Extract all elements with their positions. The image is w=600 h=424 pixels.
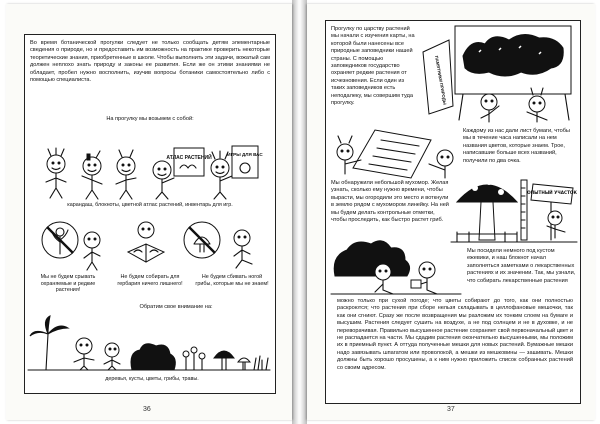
attention-caption: деревья, кусты, цветы, грибы, травы.	[105, 376, 199, 382]
kid-illustration	[547, 211, 565, 238]
drying-plants-paragraph: можно только при сухой погоде; что цветы собирают до того, как они полностью раскроются; что растения при сборе нельзя складывать в целлофановые мешочки, так как они сгниют. Сразу же после возвращения мы разложим их тонким слоем на бумаге и высушим. Растения следует сушить на воздухе, а не под солнцем и не в духовке, и не переворачивая. Правильно высушенное растение сохраняет свой первоначальный цвет и не распадается на части. Мы сдадим растения окончательно высушенными, мы положим их в приемный пункт. А оттуда полученные мешки для новых растений. Бумажные мешки надо завязывать шпагатом или проволокой, а мешки из мешковины — зашивать. Мешки должны быть хорошо просушены, а к ним нужно приложить список собранных растений со своим адресом.	[337, 298, 573, 371]
kid-illustration	[104, 343, 120, 370]
games-label: ИГРЫ ДЛЯ ВАС	[227, 152, 263, 157]
games-book-illustration	[227, 146, 263, 178]
flower-names-paragraph: Каждому из нас дали лист бумаги, чтобы мы в течение часа написали на нем названия цветов, которые знаем. Трое, написавшие больше всех названий, получили по два очка.	[463, 128, 570, 164]
map-paragraph: Прогулку по царству растений мы начали с изучения карты, на которой были нанесены все природные заповедники нашей страны. С помощью заповедников государство охраняет редкие растения от исчезновения. Если один из таких заповедников есть неподалеку, мы совершим туда прогулку.	[331, 26, 415, 107]
nature-monuments-sign-illustration	[423, 40, 453, 114]
kid-illustration	[74, 338, 94, 370]
rule-no-picking: Мы не будем срывать охраняемые и редкие растения!	[40, 274, 96, 294]
left-page	[6, 4, 292, 420]
kid-illustration	[411, 262, 437, 294]
flowers-illustration	[183, 347, 205, 370]
bush-illustration	[131, 344, 175, 370]
map-label: ПАМЯТНИКИ ПРИРОДЫ	[434, 55, 448, 106]
kid-illustration	[375, 264, 393, 294]
attention-heading: Обратим свое внимание на:	[139, 304, 213, 310]
kid-illustration	[84, 232, 100, 270]
rules-illustration	[34, 216, 270, 270]
walk-heading: На прогулку мы возьмем с собой:	[106, 116, 194, 122]
atlas-label: АТЛАС РАСТЕНИЙ	[166, 155, 212, 161]
ruler-illustration	[521, 180, 527, 240]
mushrooms-illustration	[214, 351, 250, 370]
map-board-illustration	[455, 26, 571, 120]
kid-illustration	[153, 161, 174, 199]
left-intro-text: Во время ботанической прогулки следует не только сообщать детям элементарные сведения о природе, но и предоставить им возможность на практике проверить некоторые теоретические знания, приобретенные в школе. Чтобы выполнить эти задачи, вожатый сам должен неплохо знать природу и законы ее развития. Если же он этими знаниями не обладает, пробел нужно восполнить, изучив вопросы ботаники самостоятельно либо с помощью специалиста.	[30, 40, 270, 84]
mushroom-paragraph: Мы обнаружили небольшой мухомор. Желая узнать, сколько ему нужно времени, чтобы вырасти, мы огородили это место и воткнули в землю рядом с мухомором линейку. На ней мы будем делать контрольные отметки, чтобы проследить, как быстро растет гриб.	[331, 180, 449, 224]
page-number-right: 37	[447, 406, 455, 413]
fly-agaric-mushroom-illustration	[457, 179, 517, 240]
herbarium-kid-illustration	[128, 222, 164, 262]
kid-illustration	[116, 150, 136, 199]
blackberry-bush-illustration	[331, 236, 461, 296]
grass-illustration	[254, 356, 268, 370]
kid-illustration	[46, 148, 66, 198]
kid-illustration	[211, 151, 232, 199]
experimental-plot-illustration	[451, 168, 577, 252]
sign-label: ОПЫТНЫЙ УЧАСТОК	[527, 190, 577, 195]
kid-illustration	[429, 150, 453, 178]
kid-illustration	[234, 230, 252, 268]
right-page	[307, 4, 595, 420]
book-gutter	[292, 0, 307, 424]
palm-tree-illustration	[30, 316, 68, 370]
kid-illustration	[481, 94, 499, 122]
map-reading-illustration	[419, 22, 575, 124]
rule-no-herbarium-excess: Не будем собирать для гербария ничего лишнего!	[117, 274, 183, 287]
kid-illustration	[82, 151, 102, 199]
writing-on-paper-illustration	[331, 124, 459, 178]
medicinal-plants-paragraph: Мы посидели немного под кустом ежевики, и наш блокнот начал заполняться заметками о лекарственных растениях и их значении. Так, мы узнали, что собирать лекарственные растения	[467, 248, 576, 284]
no-picking-sign-icon	[42, 222, 78, 258]
rule-no-kicking-mushrooms: Не будем сбивать ногой грибы, которые мы не знаем!	[195, 274, 269, 287]
atlas-book-illustration	[166, 148, 212, 176]
items-caption: карандаш, блокноты, цветной атлас растений, инвентарь для игр.	[67, 202, 233, 208]
kids-with-items-illustration	[34, 142, 270, 200]
page-number-left: 36	[143, 406, 151, 413]
no-kicking-mushrooms-sign-icon	[184, 222, 220, 258]
nature-scene-illustration	[28, 312, 270, 372]
